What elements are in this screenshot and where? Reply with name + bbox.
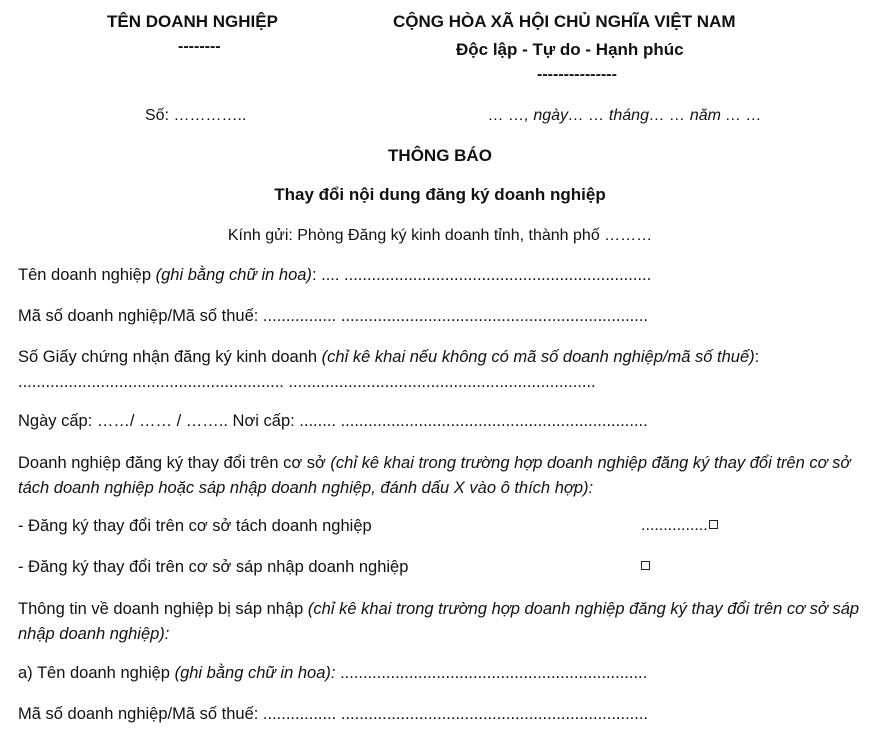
company-name-heading: TÊN DOANH NGHIỆP: [107, 12, 278, 31]
business-cert-blank: : .......................................................... ...................................................................: [18, 348, 760, 391]
recipient-line: Kính gửi: Phòng Đăng ký kinh doanh tỉnh, thành phố ………: [227, 227, 653, 244]
business-cert-field: [18, 345, 863, 395]
split-checkbox[interactable]: [709, 520, 718, 529]
option-merge-label: - Đăng ký thay đổi trên cơ sở sáp nhập doanh nghiệp: [18, 558, 409, 576]
option-split-checkbox-row: [641, 517, 718, 535]
company-name-note: (ghi bằng chữ in hoa): [155, 266, 312, 284]
document-subtitle: Thay đổi nội dung đăng ký doanh nghiệp: [274, 185, 606, 204]
tax-code-blank: ................ ...................................................................: [262, 307, 648, 325]
national-motto: Độc lập - Tự do - Hạnh phúc: [456, 40, 684, 59]
change-basis-note: (chỉ kê khai trong trường hợp doanh nghiệp đăng ký thay đổi trên cơ sở tách doanh nghiệp hoặc sáp nhập doanh nghiệp, đánh dấu X vào ô thích hợp):: [18, 454, 851, 497]
document-number: Số: …………..: [145, 107, 247, 124]
option-merge-checkbox-row: [640, 558, 650, 576]
company-divider: --------: [178, 38, 221, 55]
document-date: … …, ngày… … tháng… … năm … …: [488, 107, 762, 124]
merged-company-name-field: [18, 664, 647, 683]
merge-checkbox[interactable]: [641, 561, 650, 570]
merged-tax-code-blank: ................ ...................................................................: [262, 705, 648, 723]
option-split-label: - Đăng ký thay đổi trên cơ sở tách doanh nghiệp: [18, 517, 372, 535]
company-name-blank: : .... ...................................................................: [311, 266, 652, 284]
tax-code-field: [18, 307, 648, 326]
change-basis-label: Doanh nghiệp đăng ký thay đổi trên cơ sở: [18, 454, 331, 472]
tax-code-label: Mã số doanh nghiệp/Mã số thuế:: [18, 307, 263, 325]
business-cert-note: (chỉ kê khai nếu không có mã số doanh nghiệp/mã số thuế): [321, 348, 755, 366]
merged-company-info-note: (chỉ kê khai trong trường hợp doanh nghiệp đăng ký thay đổi trên cơ sở sáp nhập doanh nghiệp):: [18, 600, 860, 643]
business-cert-label: Số Giấy chứng nhận đăng ký kinh doanh: [18, 348, 322, 366]
issue-info-field: Ngày cấp: ……/ …… / …….. Nơi cấp: ........ ...................................................................: [18, 412, 648, 430]
change-basis-field: [18, 451, 863, 501]
merged-company-name-note: (ghi bằng chữ in hoa):: [174, 664, 336, 682]
country-heading: CỘNG HÒA XÃ HỘI CHỦ NGHĨA VIỆT NAM: [393, 12, 736, 31]
option-split-blank: ...............: [641, 517, 708, 534]
document-title: THÔNG BÁO: [388, 146, 492, 165]
merged-company-name-blank: ...................................................................: [335, 664, 648, 682]
merged-tax-code-field: [18, 705, 648, 724]
company-name-label: Tên doanh nghiệp: [18, 266, 156, 284]
merged-company-name-label: a) Tên doanh nghiệp: [18, 664, 175, 682]
merged-company-info-field: [18, 597, 863, 647]
merged-company-info-label: Thông tin về doanh nghiệp bị sáp nhập: [18, 600, 308, 618]
merged-tax-code-label: Mã số doanh nghiệp/Mã số thuế:: [18, 705, 263, 723]
company-name-field: [18, 266, 651, 285]
motto-divider: ---------------: [537, 66, 617, 83]
